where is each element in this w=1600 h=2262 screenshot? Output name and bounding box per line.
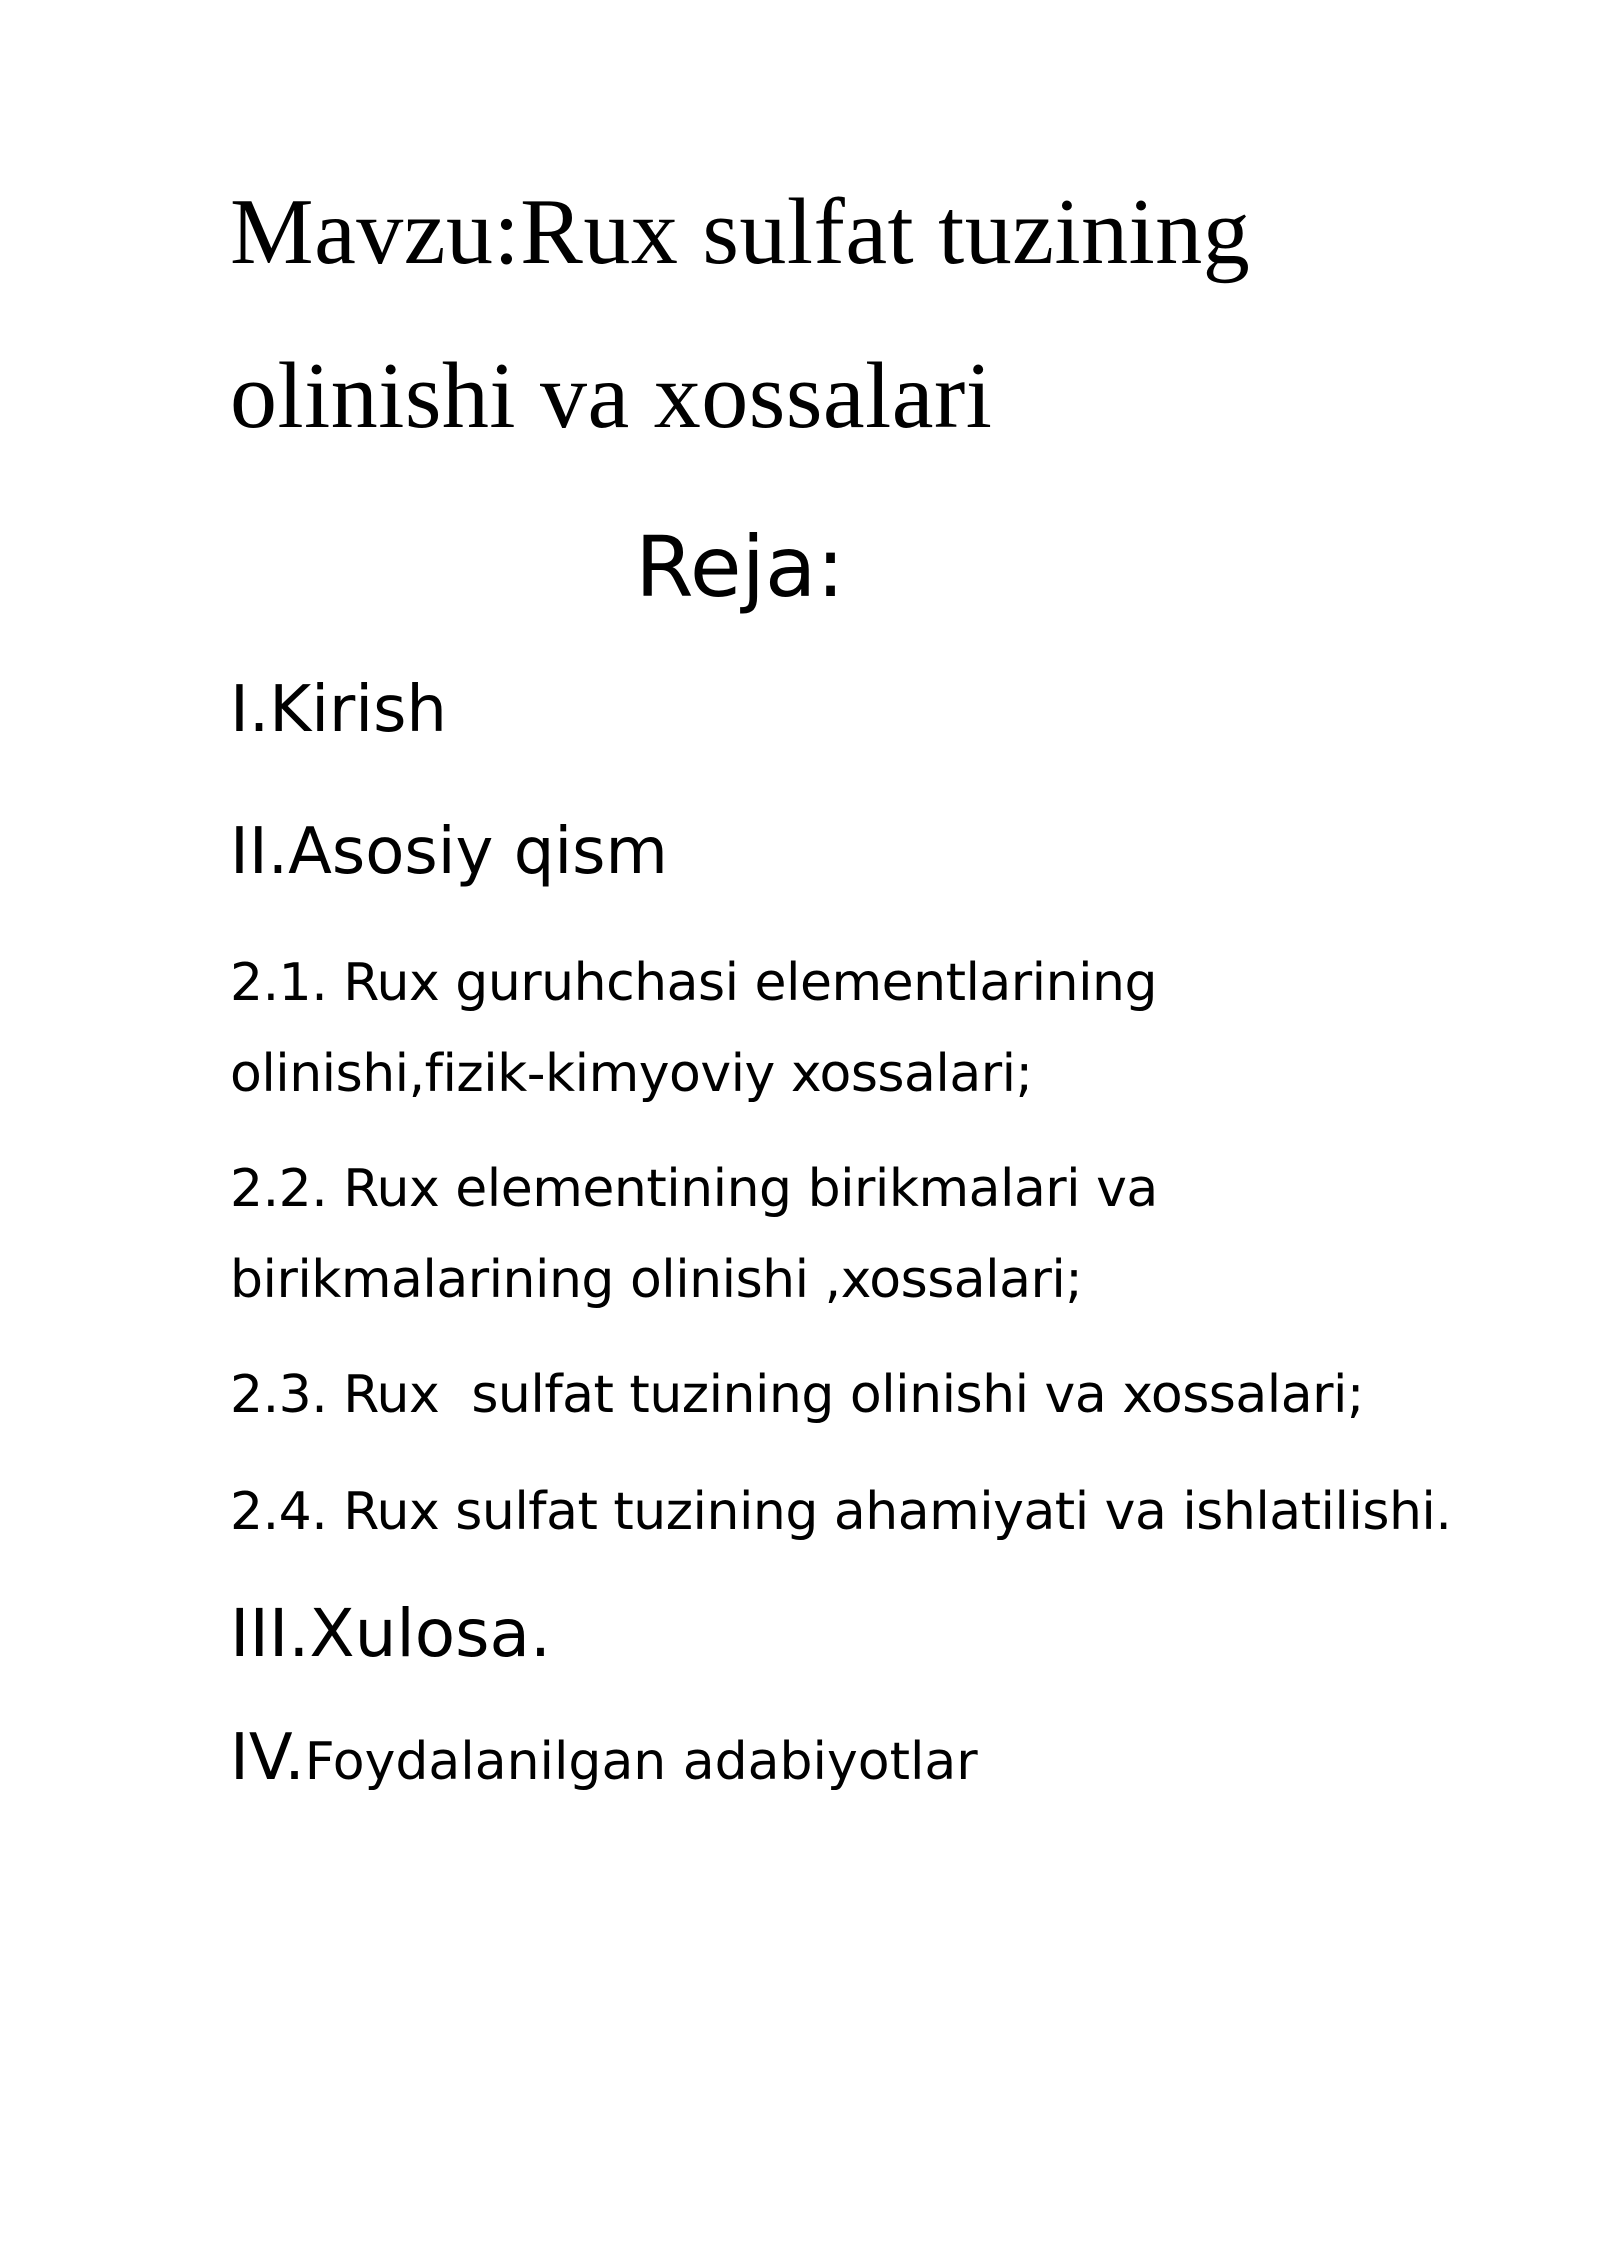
plan-item-2-2-line-1: 2.2. Rux elementining birikmalari va (230, 1159, 1158, 1219)
plan-item-kirish: I.Kirish (230, 673, 447, 747)
plan-item-2-3-text: 2.3. Rux sulfat tuzining olinishi va xossalari; (230, 1365, 1364, 1425)
plan-item-2-2 (230, 1144, 1530, 1326)
plan-item-2-2-line-2: birikmalarining olinishi ,xossalari; (230, 1250, 1083, 1310)
plan-item-2-3 (230, 1350, 1530, 1441)
plan-item-2-1 (230, 938, 1530, 1120)
plan-item-asosiy-qism: II.Asosiy qism (230, 815, 668, 889)
plan-item-iv-text: Foydalanilgan adabiyotlar (304, 1732, 978, 1792)
document-title (230, 150, 1530, 478)
plan-item-2-4: 2.4. Rux sulfat tuzining ahamiyati va ishlatilishi. (230, 1482, 1452, 1542)
title-line-2: olinishi va xossalari (230, 344, 993, 448)
plan-list (230, 664, 1530, 1808)
document-content (230, 150, 1530, 1808)
plan-item-2-1-line-2: olinishi,fizik-kimyoviy xossalari; (230, 1044, 1033, 1104)
plan-item-foydalanilgan-adabiyotlar (230, 1712, 1530, 1808)
plan-heading: Reja: (635, 518, 845, 616)
plan-item-2-1-line-1: 2.1. Rux guruhchasi elementlarining (230, 953, 1157, 1013)
title-line-1: Mavzu:Rux sulfat tuzining (230, 180, 1251, 284)
plan-item-xulosa: III.Xulosa. (230, 1595, 551, 1672)
plan-item-iv-number: IV. (230, 1721, 305, 1795)
